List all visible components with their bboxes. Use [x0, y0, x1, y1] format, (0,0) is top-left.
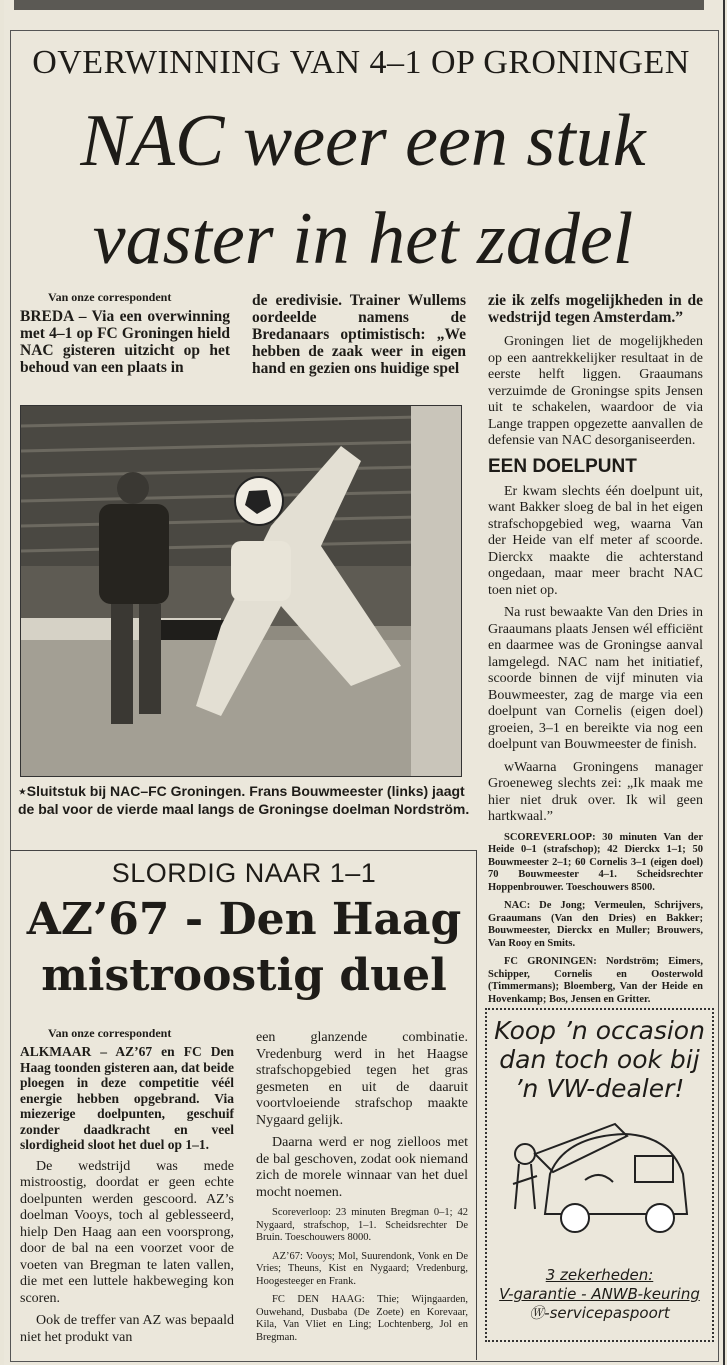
ad-slogan-line3: ’n VW-dealer!: [514, 1074, 685, 1103]
ad-slogan: [487, 1016, 712, 1103]
article1-score: SCOREVERLOOP: 30 minuten Van der Heide 0–1 (strafschop); 42 Dierckx 1–1; 50 Bouwmeester 2–1; 60 Cornelis 3–1 (eigen doel) 70 Bouwmeester 4–1. Scheidsrechter Hoppenbrouwer. Toeschouwers 8500.: [488, 831, 703, 893]
article2-headline-line1: AZ’67 - Den Haag: [26, 894, 462, 945]
article1-col2-lead: de eredivisie. Trainer Wullems oordeelde namens de Bredanaars optimistisch: „We hebben de zaak weer in eigen hand en gezien ons huidige spel: [252, 292, 466, 377]
article1-fcg-lineup: FC GRONINGEN: Nordström; Eimers, Schipper, Cornelis en Oosterwold (Timmermans); Bloemberg, Van der Heide en Hovenkamp; Bos, Jensen en Gritter.: [488, 956, 703, 1005]
vw-logo-icon: Ⓦ: [529, 1304, 545, 1322]
article2-fcdh-lineup: FC DEN HAAG: Thie; Wijngaarden, Ouwehand, Dusbaba (De Zoete) en Korevaar, Kila, Van Vliet en Ling; Lochtenberg, Jol en Bregman.: [256, 1294, 468, 1343]
article1-headline-line1: NAC weer een stuk: [80, 100, 646, 182]
article1-nac-lineup: NAC: De Jong; Vermeulen, Schrijvers, Graaumans (Van den Dries) en Bakker; Bouwmeester, Dierckx en Muller; Brouwers, Van Rooy en Smits.: [488, 900, 703, 949]
article2-headline: [14, 892, 474, 1004]
article1-para1: Groningen liet de mogelijkheden op een aantrekkelijker resultaat in de eerste helft liggen. Graaumans verzuimde de Groningse spits Jensen uit te schakelen, waardoor de via Lange trappen opgezette aanvallen de defensie van NAC desorganiseerden.: [488, 334, 703, 448]
article1-lead: BREDA – Via een overwinning met 4–1 op FC Groningen hield NAC gisteren uitzicht op het behoud van een plaats in: [20, 308, 230, 376]
article2-col2: [256, 1030, 468, 1350]
ad-foot-line2-wrap: [487, 1304, 712, 1323]
ad-foot-line2: -servicepaspoort: [544, 1304, 670, 1322]
article2-headline-line2: mistroostig duel: [41, 950, 447, 1001]
match-photo-drawing: [21, 406, 461, 776]
article2-col2-para1: een glanzende combinatie. Vredenburg werd in het Haagse strafschopgebied tegen het gras gesmeten en uit de daaruit voortvloeiende strafschop maakte Nygaard gelijk.: [256, 1030, 468, 1128]
article1-subhead: EEN DOELPUNT: [488, 455, 637, 477]
article2-az-lineup: AZ’67: Vooys; Mol, Suurendonk, Vonk en De Vries; Theuns, Kist en Nygaard; Vredenburg, Hoogesteeger en Frank.: [256, 1250, 468, 1287]
article2-para1: De wedstrijd was mede mistroostig, doordat er geen echte doelpunten werden gescoord. AZ’s doelman Vooys, toch al geblesseerd, hielp Den Haag aan een voorsprong, door de bal na een voorzet voor de voeten van Bregman te laten vallen, die met een luttele hakbeweging kon scoren.: [20, 1158, 234, 1306]
article1-col3-lead: zie ik zelfs mogelijkheden in de wedstrijd tegen Amsterdam.”: [488, 292, 703, 326]
ad-foot-line1: V-garantie - ANWB-keuring: [499, 1285, 700, 1303]
match-photo: [20, 405, 462, 777]
article1-col1: [20, 290, 230, 376]
ad-foot-title: 3 zekerheden:: [545, 1266, 654, 1284]
article2-lead: ALKMAAR – AZ’67 en FC Den Haag toonden gisteren aan, dat beide ploegen in deze competitie véél energie hebben opgebrand. Via miezerige doelpunten, geschuif zonder daadkracht en veel slordigheid sloot het duel op 1–1.: [20, 1044, 234, 1152]
ad-footer: [487, 1266, 712, 1323]
article2-score: Scoreverloop: 23 minuten Bregman 0–1; 42 Nygaard, strafschop, 1–1. Scheidsrechter De Bruin. Toeschouwers 8000.: [256, 1207, 468, 1243]
article1-headline: [18, 92, 708, 288]
photo-caption: ⋆Sluitstuk bij NAC–FC Groningen. Frans Bouwmeester (links) jaagt de bal voor de vierde maal langs de Groningse doelman Nordström.: [18, 783, 470, 817]
article-divider: [10, 850, 476, 851]
article1-col2: [252, 292, 466, 377]
ad-slogan-line2: dan toch ook bij: [499, 1045, 700, 1074]
article1-col3: [488, 292, 703, 1012]
article1-byline: Van onze correspondent: [48, 290, 172, 304]
article1-para2: Er kwam slechts één doelpunt uit, want Bakker sloeg de bal in het eigen strafschopgebied weg, waarna Van der Heide van elf meter af scoorde. Dierckx maakte die achterstand ongedaan, maar meer bracht NAC toen niet op.: [488, 483, 703, 598]
article1-para3: Na rust bewaakte Van den Dries in Graaumans plaats Jensen wél efficiënt en daarmee was de Groningse aanval lamgelegd. NAC nam het initiatief, scoorde binnen de vijf minuten via Bouwmeester, zag de marge via een doelpunt van Cornelis (eigen doel) groeien, 3–1 en bereikte via nog een doelpunt van Bouwmeester de finish.: [488, 605, 703, 752]
vw-dealer-ad: [485, 1008, 714, 1342]
article1-para4: wWaarna Groningens manager Groeneweg slechts zei: „Ik maak me hier niet druk over. Ik wil geen hartkwaal.”: [488, 759, 703, 824]
top-strip: [14, 0, 704, 10]
article1-kicker: OVERWINNING VAN 4–1 OP GRONINGEN: [32, 44, 690, 81]
article2-para2: Ook de treffer van AZ was bepaald niet het produkt van: [20, 1313, 234, 1345]
article1-headline-line2: vaster in het zadel: [92, 198, 634, 280]
article2-col2-para2: Daarna werd er nog zielloos met de bal geschoven, zodat ook niemand zich de morele winnaar van het duel mocht noemen.: [256, 1135, 468, 1200]
column-divider: [476, 850, 477, 1360]
ad-slogan-line1: Koop ’n occasion: [494, 1016, 705, 1045]
article2-kicker: SLORDIG NAAR 1–1: [111, 858, 377, 888]
article2-col1: [20, 1026, 234, 1352]
vw-car-illustration: [505, 1114, 695, 1244]
article2-byline: Van onze correspondent: [48, 1026, 172, 1040]
newspaper-page: [4, 0, 725, 1365]
